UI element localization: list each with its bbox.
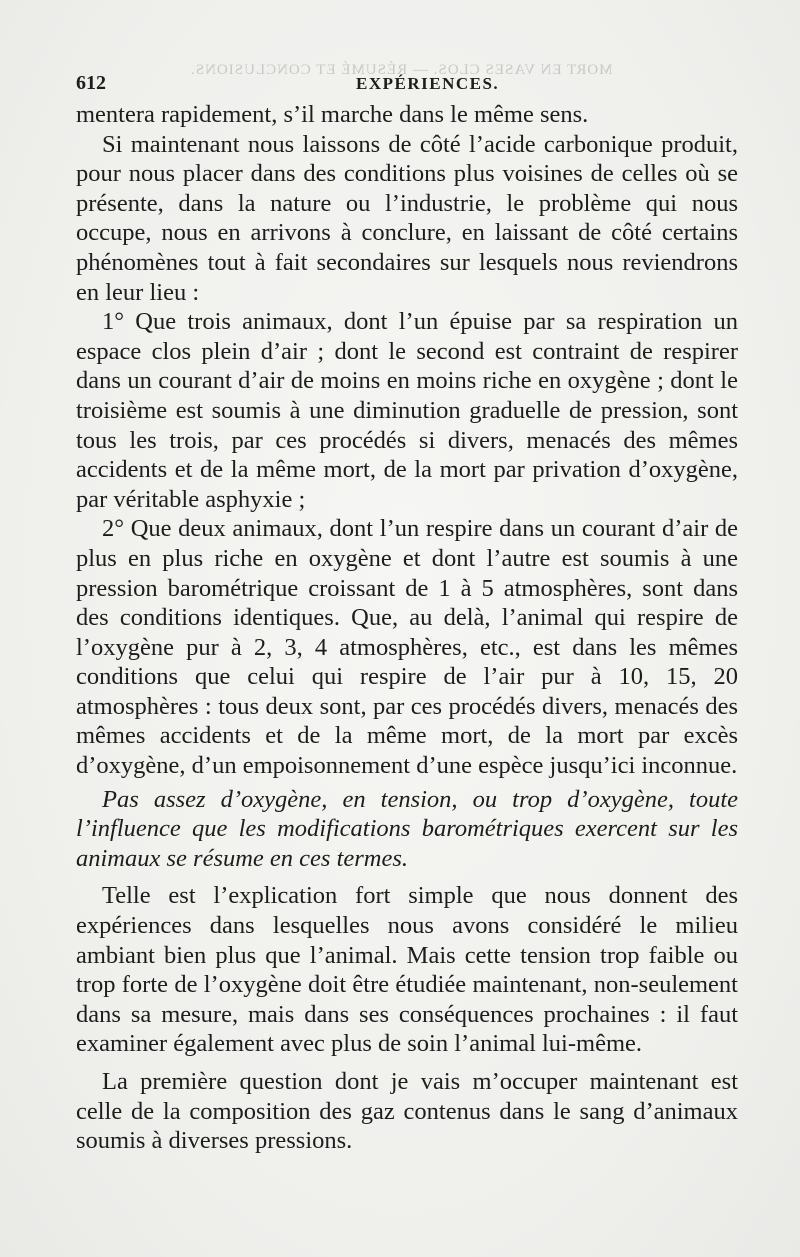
paragraph-continuation: mentera rapidement, s’il marche dans le même sens. — [76, 101, 589, 128]
running-head: EXPÉRIENCES. — [356, 74, 500, 93]
page-number: 612 — [76, 72, 106, 94]
paragraph-explanation: Telle est l’explication fort simple que nous donnent des expériences dans lesquelles nous avons considéré le milieu ambiant bien plus que l’animal. Mais cette tension trop faible ou trop forte de l’oxygène doit être étudiée maintenant, non-seulement dans sa mesure, mais dans ses conséquences prochaines : il faut examiner également avec plus de soin l’animal lui-même. — [76, 882, 738, 1058]
paragraph-point-1: 1° Que trois animaux, dont l’un épuise par sa respiration un espace clos plein d’air ; dont le second est contraint de respirer dans un courant d’air de moins en moins riche en oxygène ; dont le troisième est soumis à une diminution graduelle de pression, sont tous les trois, par ces procédés si divers, menacés des mêmes accidents et de la même mort, de la mort par privation d’oxygène, par véritable asphyxie ; — [76, 308, 738, 513]
paragraph-italic-conclusion: Pas assez d’oxygène, en tension, ou trop d’oxygène, toute l’influence que les modifications barométriques exercent sur les animaux se résume en ces termes. — [76, 785, 738, 872]
paragraph-next-question: La première question dont je vais m’occuper maintenant est celle de la composition des gaz contenus dans le sang d’animaux soumis à diverses pressions. — [76, 1068, 738, 1155]
bleed-through-text: MORT EN VASES CLOS. — RÉSUMÉ ET CONCLUSIONS. — [190, 62, 613, 78]
paragraph-point-2: 2° Que deux animaux, dont l’un respire dans un courant d’air de plus en plus riche en oxygène et dont l’autre est soumis à une pression barométrique croissant de 1 à 5 atmosphères, sont dans des conditions identiques. Que, au delà, l’animal qui respire de l’oxygène pur à 2, 3, 4 atmosphères, etc., est dans les mêmes conditions que celui qui respire de l’air pur à 10, 15, 20 atmosphères : tous deux sont, par ces procédés divers, menacés des mêmes accidents et de la même mort, de la mort par excès d’oxygène, d’un empoisonnement d’une espèce jusqu’ici inconnue. — [76, 515, 738, 780]
paragraph-summary-intro: Si maintenant nous laissons de côté l’acide carbonique produit, pour nous placer dans des conditions plus voisines de celles où se présente, dans la nature ou l’industrie, le problème qui nous occupe, nous en arrivons à conclure, en laissant de côté certains phénomènes tout à fait secondaires sur lesquels nous reviendrons en leur lieu : — [76, 130, 738, 306]
body-text — [76, 100, 738, 1156]
page-header — [76, 72, 736, 96]
